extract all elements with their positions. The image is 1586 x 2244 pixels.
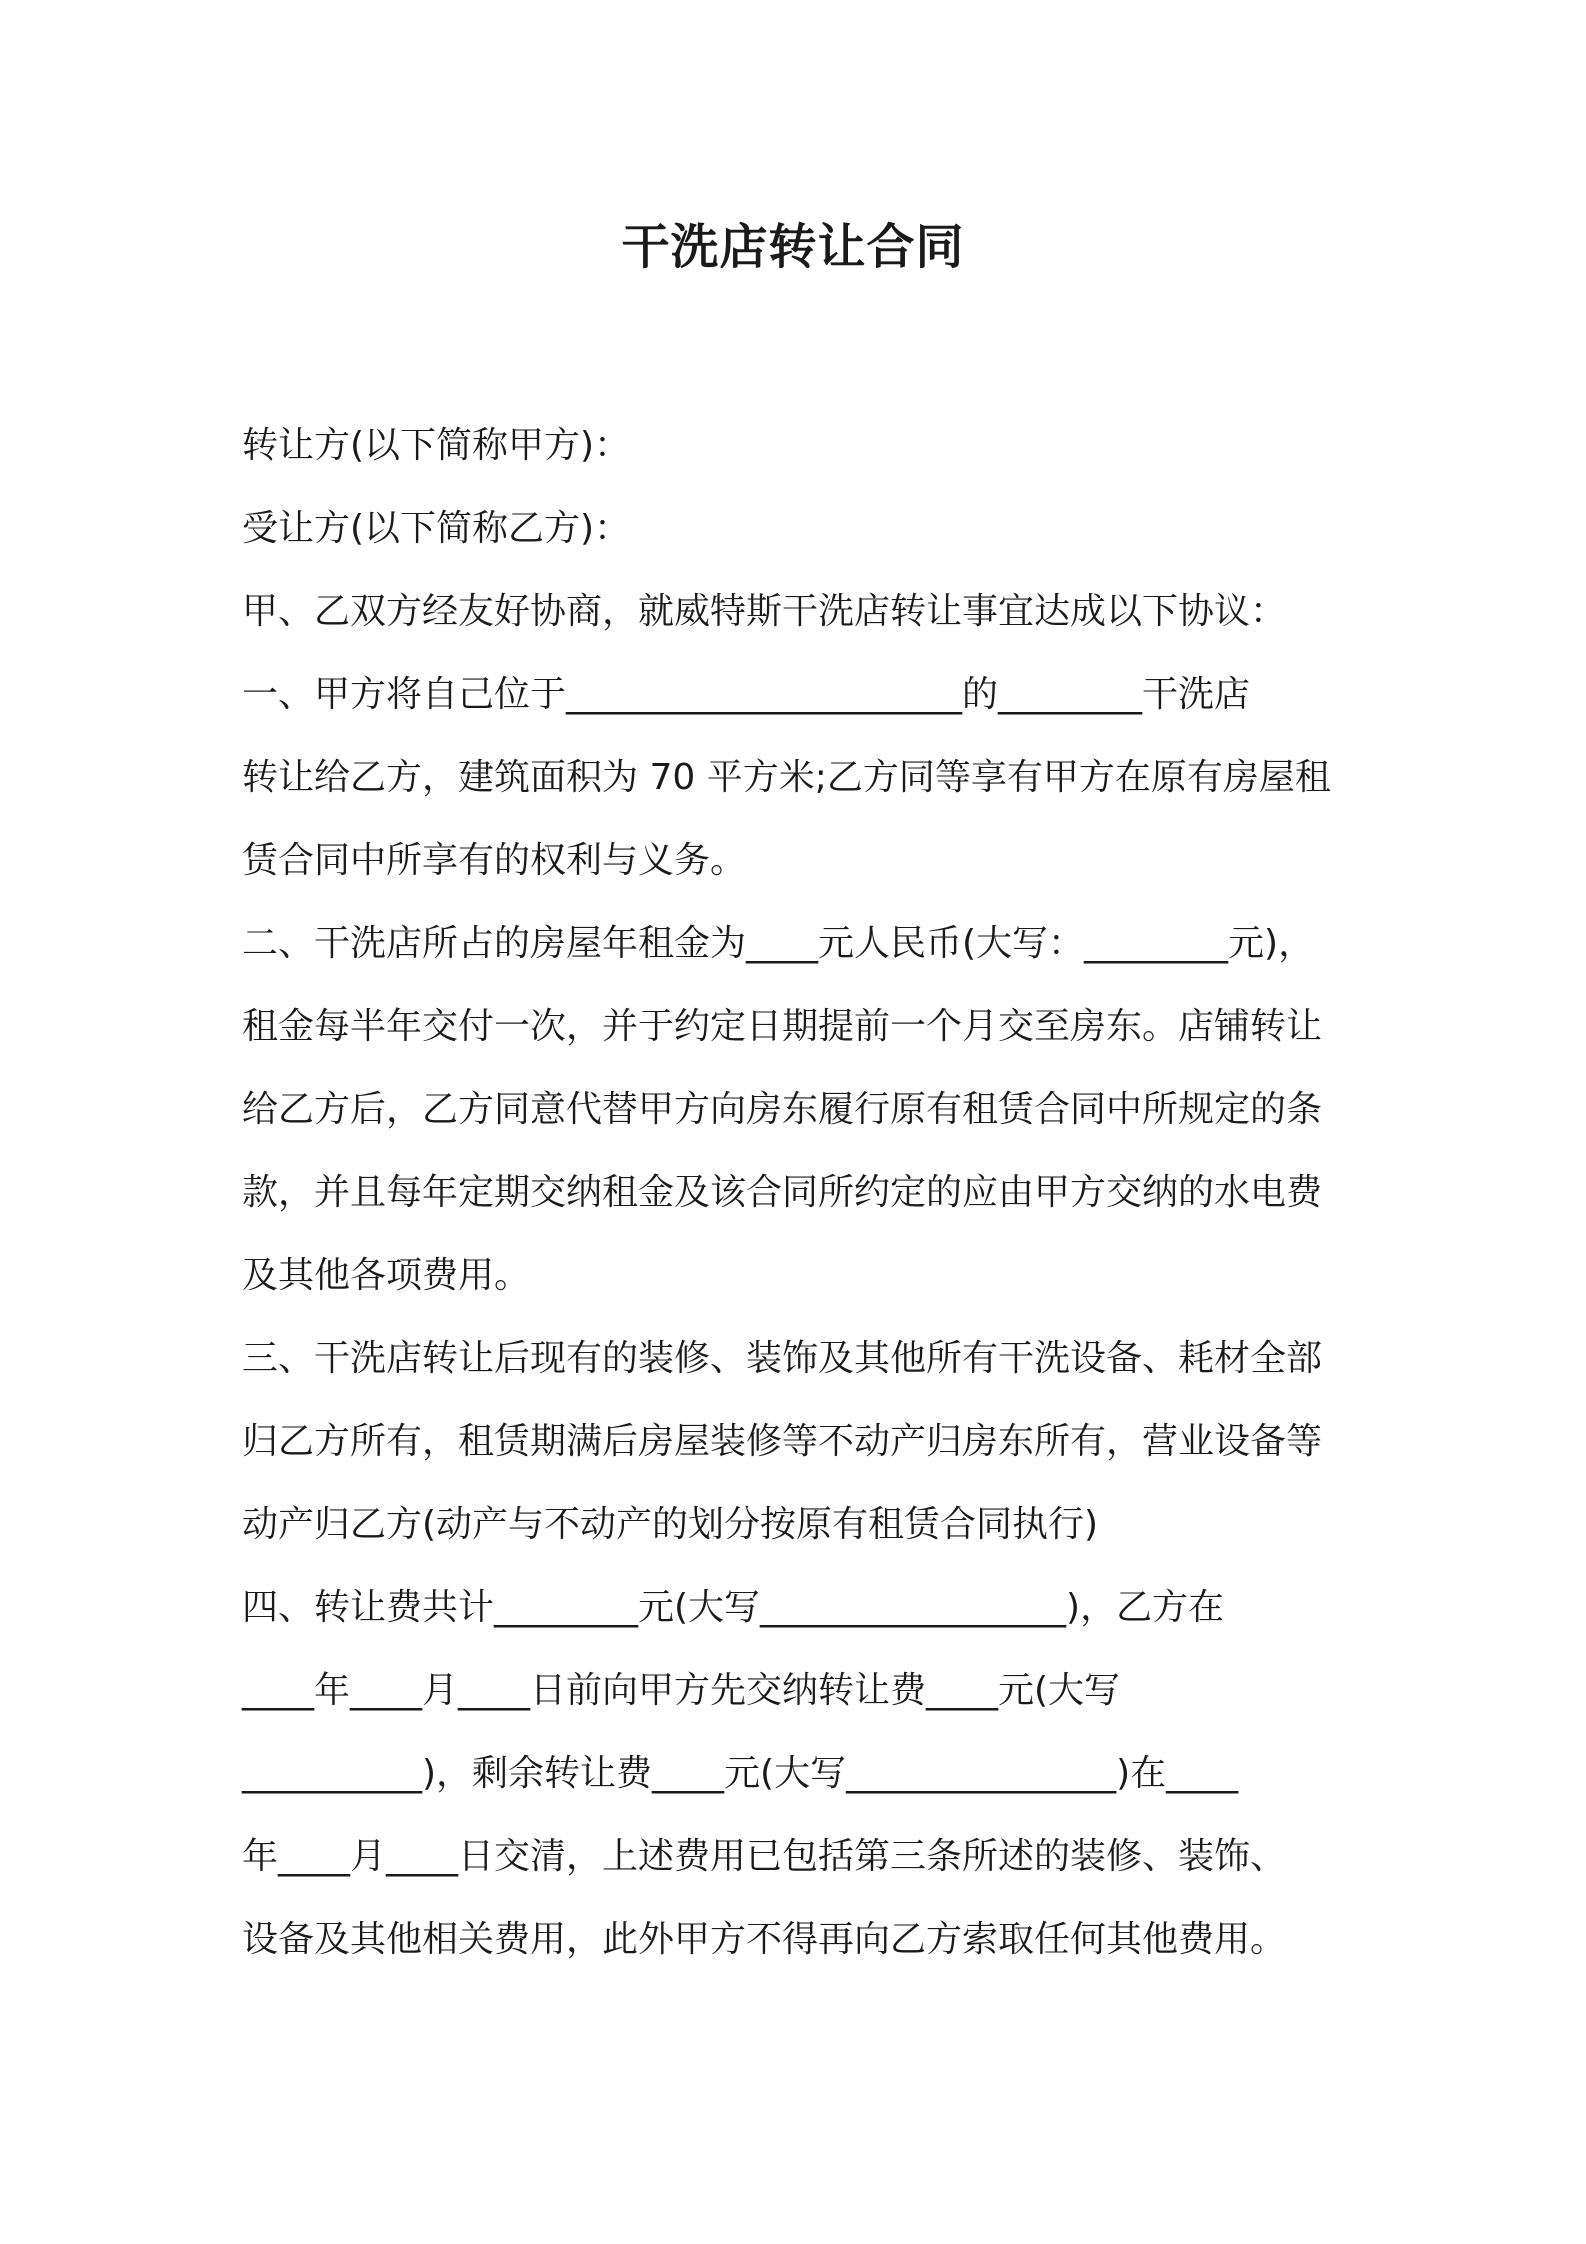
clause-2-line-5: 及其他各项费用。 (242, 1255, 531, 1296)
clause-3-line-1: 三、干洗店转让后现有的装修、装饰及其他所有干洗设备、耗材全部 (242, 1338, 1323, 1379)
party-b-line: 受让方(以下简称乙方)： (242, 508, 631, 549)
clause-3-line-3: 动产归乙方(动产与不动产的划分按原有租赁合同执行) (242, 1504, 1099, 1545)
party-a-line: 转让方(以下简称甲方)： (242, 425, 631, 466)
clause-4-line-4: 年____月____日交清，上述费用已包括第三条所述的装修、装饰、 (242, 1836, 1287, 1877)
clause-4-line-3: __________)，剩余转让费____元(大写_______________)在____ (242, 1753, 1239, 1794)
clause-2-line-4: 款，并且每年定期交纳租金及该合同所约定的应由甲方交纳的水电费 (242, 1172, 1323, 1213)
clause-4-line-5: 设备及其他相关费用，此外甲方不得再向乙方索取任何其他费用。 (242, 1919, 1287, 1960)
clause-1-line-2: 转让给乙方，建筑面积为 70 平方米;乙方同等享有甲方在原有房屋租 (242, 757, 1331, 798)
document-body (242, 404, 1362, 1981)
clause-1-line-1: 一、甲方将自己位于______________________的________干洗店 (242, 674, 1251, 715)
clause-4-line-2: ____年____月____日前向甲方先交纳转让费____元(大写 (242, 1670, 1121, 1711)
clause-2-line-1: 二、干洗店所占的房屋年租金为____元人民币(大写：________元)， (242, 923, 1315, 964)
document-title: 干洗店转让合同 (621, 219, 965, 275)
clause-4-line-1: 四、转让费共计________元(大写_________________)，乙方在 (242, 1587, 1225, 1628)
clause-2-line-2: 租金每半年交付一次，并于约定日期提前一个月交至房东。店铺转让 (242, 1006, 1323, 1047)
clause-2-line-3: 给乙方后，乙方同意代替甲方向房东履行原有租赁合同中所规定的条 (242, 1089, 1323, 1130)
preamble-line: 甲、乙双方经友好协商，就威特斯干洗店转让事宜达成以下协议： (242, 591, 1287, 632)
clause-1-line-3: 赁合同中所享有的权利与义务。 (242, 840, 747, 881)
clause-3-line-2: 归乙方所有，租赁期满后房屋装修等不动产归房东所有，营业设备等 (242, 1421, 1323, 1462)
